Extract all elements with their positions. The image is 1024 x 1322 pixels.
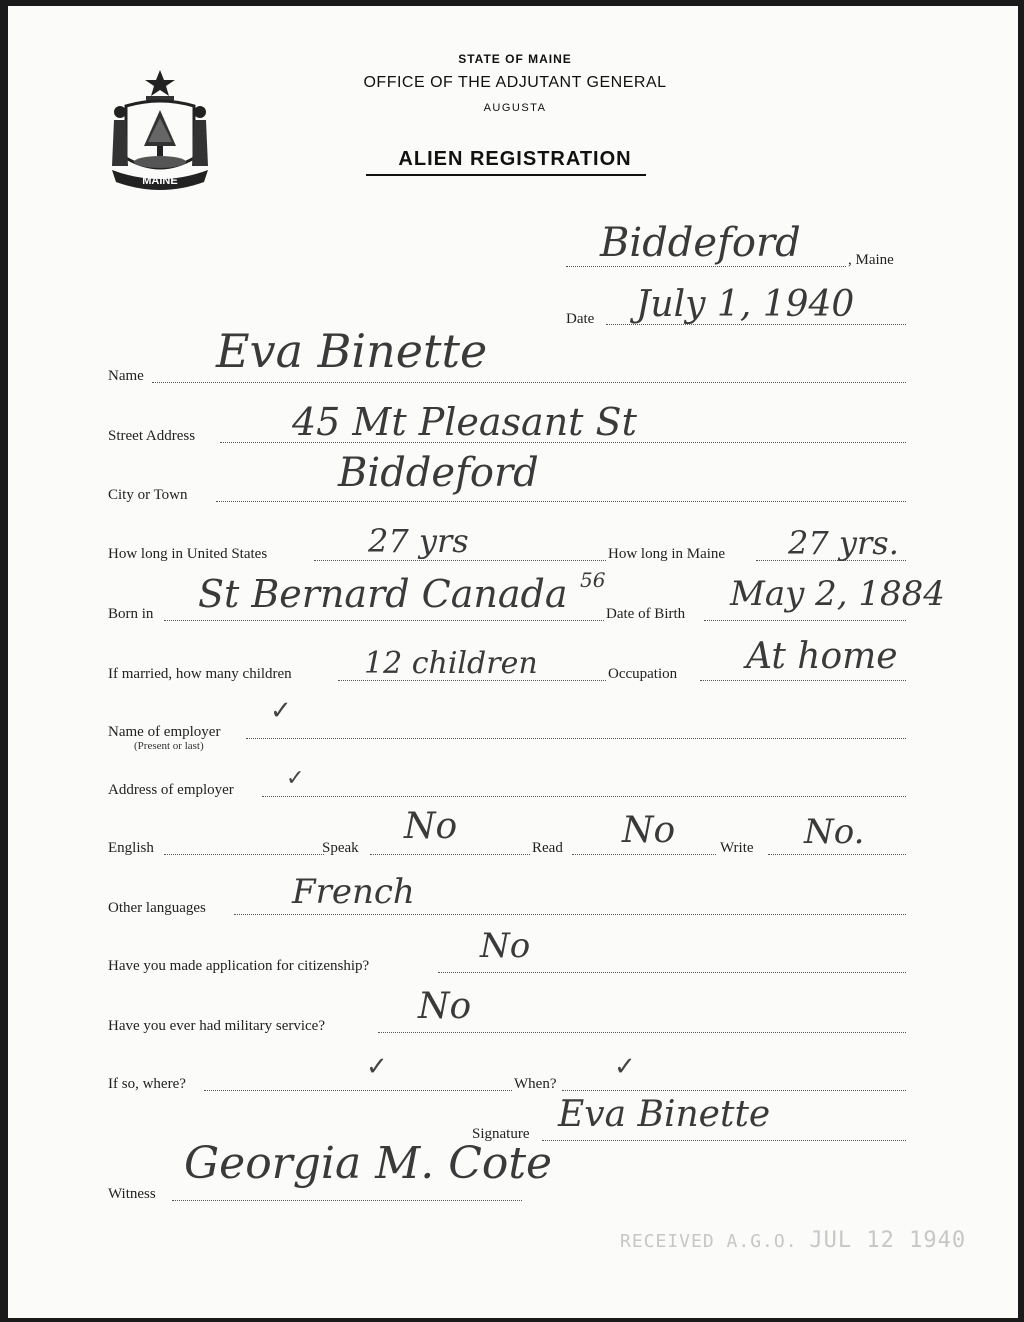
speak-line xyxy=(370,854,530,855)
how-long-us-line xyxy=(314,560,606,561)
how-long-us-value: 27 yrs xyxy=(368,522,469,560)
speak-value: No xyxy=(404,806,458,847)
registration-form xyxy=(8,6,1018,1318)
employer-sublabel: (Present or last) xyxy=(134,740,204,752)
employer-address-check: ✓ xyxy=(286,766,305,791)
read-value: No xyxy=(622,810,676,851)
military-line xyxy=(378,1032,906,1033)
form-title: ALIEN REGISTRATION xyxy=(398,148,632,170)
where-line xyxy=(204,1090,512,1091)
dob-line xyxy=(704,620,906,621)
date-label: Date xyxy=(566,311,595,327)
received-stamp xyxy=(620,1228,966,1253)
header-city: AUGUSTA xyxy=(483,102,547,114)
english-label: English xyxy=(108,840,154,856)
employer-check: ✓ xyxy=(270,696,292,726)
when-label: When? xyxy=(514,1076,557,1092)
place-suffix: , Maine xyxy=(848,252,894,268)
name-value: Eva Binette xyxy=(216,324,488,378)
street-value: 45 Mt Pleasant St xyxy=(292,400,637,444)
english-line xyxy=(164,854,324,855)
read-label: Read xyxy=(532,840,563,856)
where-label: If so, where? xyxy=(108,1076,186,1092)
write-line xyxy=(768,854,906,855)
place-line xyxy=(566,266,846,267)
how-long-us-label: How long in United States xyxy=(108,546,268,562)
place-value: Biddeford xyxy=(600,220,801,266)
signature-label: Signature xyxy=(472,1126,530,1142)
employer-address-line xyxy=(262,796,906,797)
born-in-value: St Bernard Canada xyxy=(198,572,568,616)
citizenship-line xyxy=(438,972,906,973)
header-office: OFFICE OF THE ADJUTANT GENERAL xyxy=(363,74,667,91)
citizenship-label: Have you made application for citizenship? xyxy=(108,958,370,974)
when-check: ✓ xyxy=(614,1052,636,1082)
street-label: Street Address xyxy=(108,428,196,444)
stamp-date: JUL 12 1940 xyxy=(809,1228,967,1253)
children-value: 12 children xyxy=(364,646,538,681)
dob-label: Date of Birth xyxy=(606,606,686,622)
read-line xyxy=(572,854,716,855)
employer-address-label: Address of employer xyxy=(108,782,234,798)
citizenship-value: No xyxy=(480,926,531,966)
children-label: If married, how many children xyxy=(108,666,292,682)
military-label: Have you ever had military service? xyxy=(108,1018,325,1034)
how-long-maine-label: How long in Maine xyxy=(608,546,726,562)
military-value: No xyxy=(418,986,472,1027)
other-languages-value: French xyxy=(292,872,415,912)
dob-value: May 2, 1884 xyxy=(730,574,945,614)
signature-value: Eva Binette xyxy=(558,1094,771,1135)
how-long-maine-value: 27 yrs. xyxy=(788,524,899,562)
occupation-value: At home xyxy=(746,636,898,677)
city-value: Biddeford xyxy=(338,450,539,496)
occupation-line xyxy=(700,680,906,681)
write-label: Write xyxy=(720,840,754,856)
write-value: No. xyxy=(804,812,865,852)
speak-label: Speak xyxy=(322,840,359,856)
date-value: July 1, 1940 xyxy=(636,284,855,325)
witness-line xyxy=(172,1200,522,1201)
employer-line xyxy=(246,738,906,739)
stamp-received-text: RECEIVED A.G.O. xyxy=(620,1231,798,1252)
when-line xyxy=(562,1090,906,1091)
witness-label: Witness xyxy=(108,1186,156,1202)
employer-label: Name of employer xyxy=(108,724,221,740)
city-line xyxy=(216,501,906,502)
title-underline xyxy=(366,174,646,176)
other-languages-label: Other languages xyxy=(108,900,206,916)
header-state: STATE OF MAINE xyxy=(458,52,572,66)
signature-line xyxy=(542,1140,906,1141)
witness-value: Georgia M. Cote xyxy=(184,1138,553,1189)
other-languages-line xyxy=(234,914,906,915)
born-in-line xyxy=(164,620,604,621)
seal-banner-text: MAINE xyxy=(142,175,178,187)
born-in-label: Born in xyxy=(108,606,154,622)
occupation-label: Occupation xyxy=(608,666,678,682)
where-check: ✓ xyxy=(366,1052,388,1082)
city-label: City or Town xyxy=(108,487,188,503)
born-in-note: 56 xyxy=(580,568,606,592)
name-label: Name xyxy=(108,368,144,384)
name-line xyxy=(152,382,906,383)
